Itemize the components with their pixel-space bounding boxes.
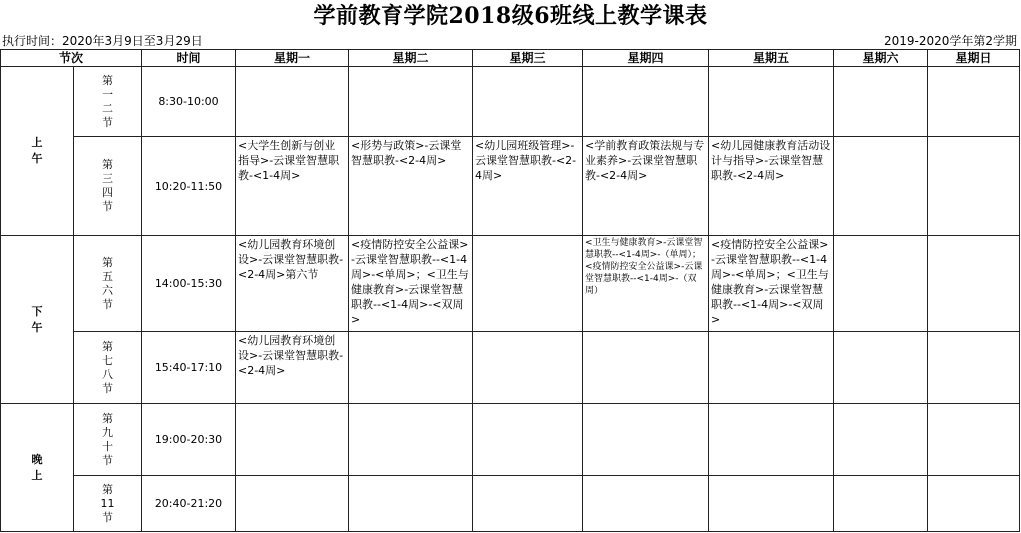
table-row [1,236,1020,332]
time-5-6: 14:00-15:30 [142,236,236,332]
cell-empty [928,332,1020,404]
cell-empty [834,332,928,404]
time-11: 20:40-21:20 [142,476,236,532]
cell-empty [583,404,709,476]
time-9-10: 19:00-20:30 [142,404,236,476]
cell-empty [834,476,928,532]
period-11: 第11节 [74,476,142,532]
period-3-4: 第三四节 [74,137,142,236]
cell-empty [349,404,473,476]
cell-empty [473,67,583,137]
course-p78-monday: <幼儿园教育环境创设>-云课堂智慧职教-<2-4周> [236,332,349,404]
cell-empty [834,236,928,332]
course-p34-friday: <幼儿园健康教育活动设计与指导>-云课堂智慧职教-<2-4周> [709,137,834,236]
time-3-4: 10:20-11:50 [142,137,236,236]
cell-empty [928,236,1020,332]
schedule-table [0,49,1020,532]
cell-empty [928,137,1020,236]
table-row [1,137,1020,236]
cell-empty [236,476,349,532]
cell-empty [349,67,473,137]
header-monday: 星期一 [236,50,349,67]
cell-empty [583,476,709,532]
cell-empty [928,67,1020,137]
time-7-8: 15:40-17:10 [142,332,236,404]
cell-empty [709,404,834,476]
block-afternoon: 下午 [1,236,74,404]
header-thursday: 星期四 [583,50,709,67]
page-title: 学前教育学院2018级6班线上教学课表 [313,3,708,29]
period-7-8: 第七八节 [74,332,142,404]
cell-empty [473,332,583,404]
cell-empty [473,236,583,332]
table-row [1,404,1020,476]
period-5-6: 第五六节 [74,236,142,332]
period-9-10: 第九十节 [74,404,142,476]
table-row [1,476,1020,532]
execution-period: 执行时间：2020年3月9日至3月29日 [2,34,203,48]
cell-empty [349,476,473,532]
course-p34-thursday: <学前教育政策法规与专业素养>-云课堂智慧职教-<2-4周> [583,137,709,236]
cell-empty [928,404,1020,476]
cell-empty [709,332,834,404]
block-evening: 晚上 [1,404,74,532]
course-p34-monday: <大学生创新与创业指导>-云课堂智慧职教-<1-4周> [236,137,349,236]
cell-empty [583,67,709,137]
header-saturday: 星期六 [834,50,928,67]
header-time: 时间 [142,50,236,67]
course-p56-thursday: <卫生与健康教育>-云课堂智慧职教--<1-4周>-（单周）；<疫情防控安全公益课>-云课堂智慧职教--<1-4周>-（双周） [583,236,709,332]
block-morning: 上午 [1,67,74,236]
cell-empty [928,476,1020,532]
cell-empty [834,404,928,476]
cell-empty [236,404,349,476]
header-section: 节次 [1,50,142,67]
course-p34-tuesday: <形势与政策>-云课堂智慧职教-<2-4周> [349,137,473,236]
header-row [1,50,1020,67]
cell-empty [236,67,349,137]
course-p56-friday: <疫情防控安全公益课>-云课堂智慧职教--<1-4周>-<单周>；<卫生与健康教育>-云课堂智慧职教--<1-4周>-<双周> [709,236,834,332]
course-p56-monday: <幼儿园教育环境创设>-云课堂智慧职教-<2-4周>第六节 [236,236,349,332]
cell-empty [473,476,583,532]
table-row [1,67,1020,137]
semester-label: 2019-2020学年第2学期 [883,34,1017,48]
cell-empty [709,476,834,532]
period-1-2: 第一二节 [74,67,142,137]
cell-empty [583,332,709,404]
cell-empty [473,404,583,476]
course-p56-tuesday: <疫情防控安全公益课>-云课堂智慧职教--<1-4周>-<单周>；<卫生与健康教育>-云课堂智慧职教--<1-4周>-<双周> [349,236,473,332]
header-sunday: 星期日 [928,50,1020,67]
time-1-2: 8:30-10:00 [142,67,236,137]
header-friday: 星期五 [709,50,834,67]
cell-empty [349,332,473,404]
header-tuesday: 星期二 [349,50,473,67]
cell-empty [709,67,834,137]
course-p34-wednesday: <幼儿园班级管理>-云课堂智慧职教-<2-4周> [473,137,583,236]
table-row [1,332,1020,404]
cell-empty [834,137,928,236]
header-wednesday: 星期三 [473,50,583,67]
cell-empty [834,67,928,137]
